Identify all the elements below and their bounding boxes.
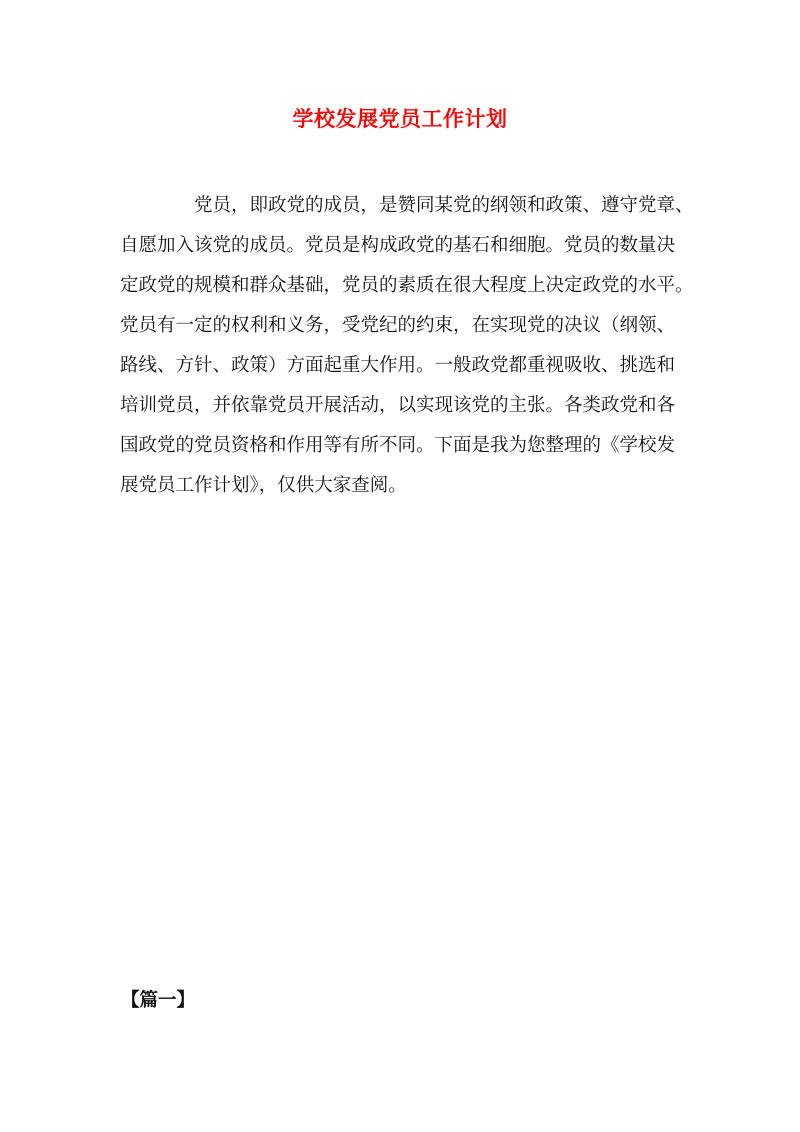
intro-line: 党员，即政党的成员，是赞同某党的纲领和政策、遵守党章、 [194,195,694,216]
document-title: 学校发展党员工作计划 [292,107,508,131]
intro-paragraph [120,186,694,506]
intro-line: 展党员工作计划》，仅供大家查阅。 [120,475,407,496]
intro-line: 国政党的党员资格和作用等有所不同。下面是我为您整理的《学校发 [120,435,676,456]
intro-line: 路线、方针、政策）方面起重大作用。一般政党都重视吸收、挑选和 [120,355,676,376]
intro-line: 定政党的规模和群众基础，党员的素质在很大程度上决定政党的水平。 [120,275,694,296]
section-label: 【篇一】 [121,990,196,1011]
intro-line: 自愿加入该党的成员。党员是构成政党的基石和细胞。党员的数量决 [120,235,676,256]
intro-line: 培训党员，并依靠党员开展活动，以实现该党的主张。各类政党和各 [120,395,676,416]
intro-line: 党员有一定的权利和义务，受党纪的约束，在实现党的决议（纲领、 [120,315,676,336]
